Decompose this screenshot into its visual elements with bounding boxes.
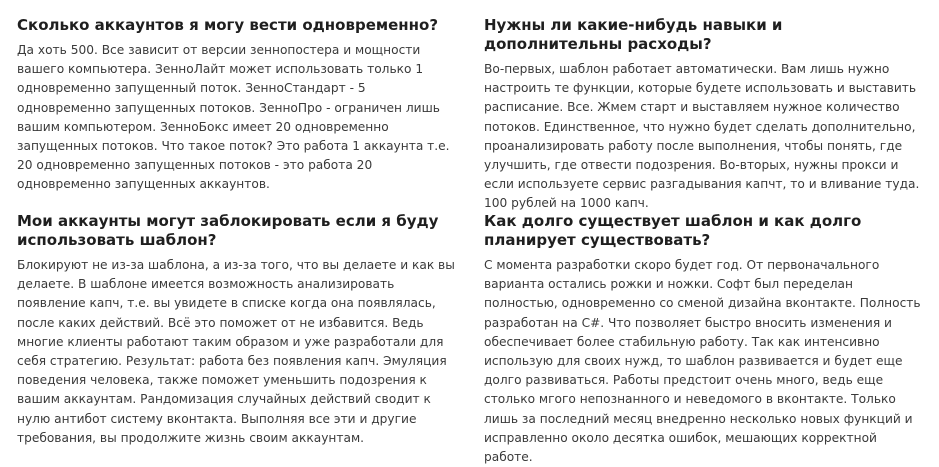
faq-answer: Блокируют не из-за шаблона, а из-за того, что вы делаете и как вы делаете. В шаблоне имеется возможность анализировать появление капч, т.е. вы увидете в списке когда она появлялась, после каких действий. Всё это поможет от не избавится. Ведь многие клиенты работают таким образом и уже разработали для себя стратегию. Результат: работа без появления капч. Эмуляция поведения человека, также поможет уменьшить подозрения к вашим аккаунтам. Рандомизация случайных действий сводит к нулю антибот систему вконтакта. Выполняя все эти и другие требования, вы продолжите жизнь своим аккаунтам.: [17, 258, 455, 445]
faq-item-accounts-count: [17, 16, 457, 195]
faq-item-template-age: [484, 212, 924, 467]
faq-question: Как долго существует шаблон и как долго планирует существовать?: [484, 212, 862, 249]
faq-question: Мои аккаунты могут заблокировать если я буду использовать шаблон?: [17, 212, 439, 249]
faq-question: Сколько аккаунтов я могу вести одновременно?: [17, 16, 439, 34]
faq-item-blocking: [17, 212, 457, 448]
faq-answer: Во-первых, шаблон работает автоматически. Вам лишь нужно настроить те функции, которые будете использовать и выставить расписание. Все. Жмем старт и выставляем нужное количество потоков. Единственное, что нужно будет сделать дополнительно, проанализировать работу после выполнения, чтобы понять, где улучшить, где отвести подозрения. Во-вторых, нужны прокси и если используете сервис разгадывания капчт, то и вливание туда. 100 рублей на 1000 капч.: [484, 62, 920, 211]
faq-answer: С момента разработки скоро будет год. От первоначального варианта остались рожки и ножки. Софт был переделан полностью, одновременно со сменой дизайна вконтакте. Полность разработан на C#. Что позволяет быстро вносить изменения и обеспечивает более стабильную работу. Так как интенсивно использую для своих нужд, то шаблон развивается и будет еще долго развиваться. Работы предстоит очень много, ведь еще столько мгого непознанного и неведомого в вконтакте. Только лишь за последний месяц внедренно несколько новых функций и исправленно около десятка ошибок, мешающих корректной работе.: [484, 258, 921, 465]
faq-answer: Да хоть 500. Все зависит от версии зеннопостера и мощности вашего компьютера. ЗенноЛайт может использовать только 1 одновременно запущенный поток. ЗенноСтандарт - 5 одновременно запущенных потоков. ЗенноПро - ограничен лишь вашим компьютером. ЗенноБокс имеет 20 одновременно запущенных потоков. Что такое поток? Это работа 1 аккаунта т.е. 20 одновременно запущенных потоков - это работа 20 одновременно запущенных аккаунтов.: [17, 43, 450, 192]
faq-question: Нужны ли какие-нибудь навыки и дополнительны расходы?: [484, 16, 783, 53]
faq-item-skills-costs: [484, 16, 924, 214]
